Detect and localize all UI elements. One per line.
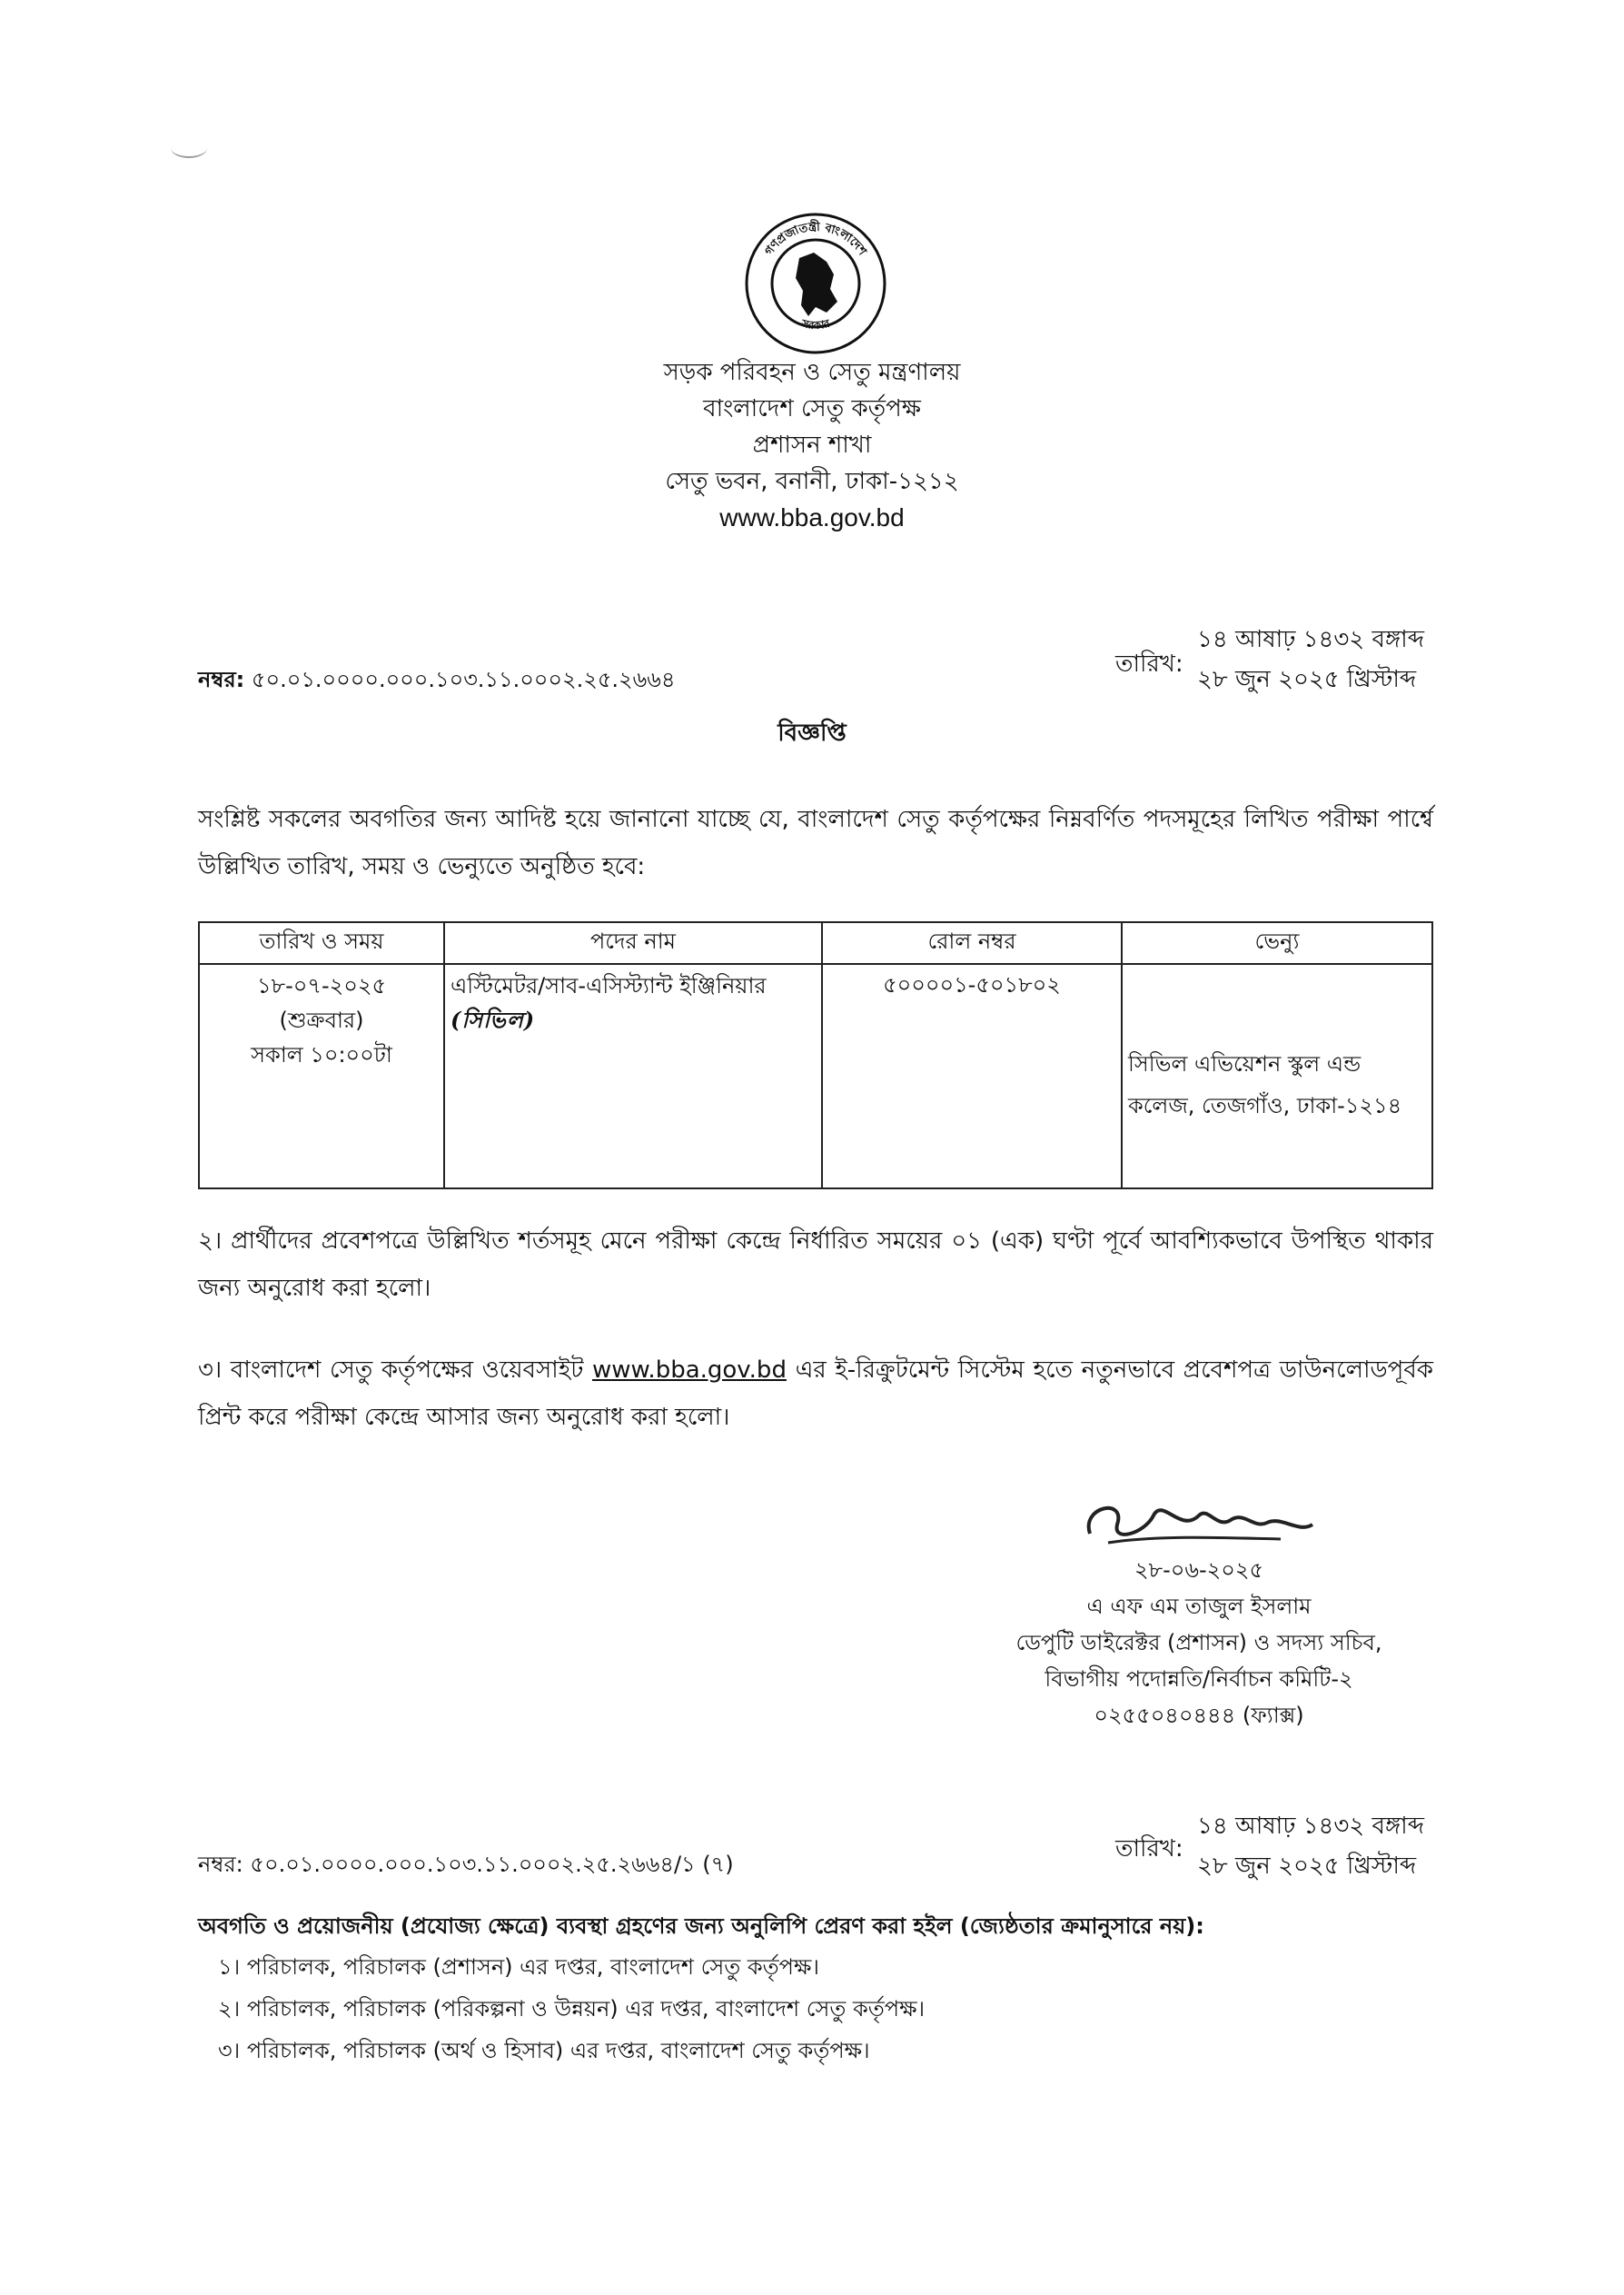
table-header-row — [199, 922, 1432, 964]
list-item: ৩। পরিচালক, পরিচালক (অর্থ ও হিসাব) এর দপ্তর, বাংলাদেশ সেতু কর্তৃপক্ষ। — [218, 2038, 870, 2063]
seal-text-bottom: সরকার — [799, 316, 832, 333]
branch-name: প্রশাসন শাখা — [752, 432, 872, 459]
office-address: সেতু ভবন, বনানী, ঢাকা-১২১২ — [665, 468, 959, 495]
signatory-designation: ডেপুটি ডাইরেক্টর (প্রশাসন) ও সদস্য সচিব, — [1015, 1630, 1382, 1655]
scan-mark — [171, 138, 207, 158]
letterhead — [540, 354, 1084, 536]
website-link[interactable]: www.bba.gov.bd — [719, 503, 905, 532]
paragraph-3-start: ৩। বাংলাদেশ সেতু কর্তৃপক্ষের ওয়েবসাইট — [198, 1356, 584, 1384]
date-english: ২৮ জুন ২০২৫ খ্রিস্টাব্দ — [1197, 666, 1417, 693]
signature-date: ২৮-০৬-২০২৫ — [1134, 1557, 1264, 1583]
post-handwritten-note: (সিভিল) — [451, 1007, 536, 1033]
exam-schedule-table — [198, 921, 1433, 1189]
date-label-2: তারিখ: — [1115, 1835, 1183, 1863]
exam-time: সকাল ১০:০০টা — [251, 1042, 392, 1068]
list-item: ২। পরিচালক, পরিচালক (পরিকল্পনা ও উন্নয়ন) এর দপ্তর, বাংলাদেশ সেতু কর্তৃপক্ষ। — [218, 1996, 926, 2022]
signature-block — [963, 1552, 1435, 1734]
date-english-2: ২৮ জুন ২০২৫ খ্রিস্টাব্দ — [1197, 1853, 1417, 1880]
copies-heading: অবগতি ও প্রয়োজনীয় (প্রযোজ্য ক্ষেত্রে) ব্যবস্থা গ্রহণের জন্য অনুলিপি প্রেরণ করা হইল (জ্যেষ্ঠতার ক্রমানুসারে নয়): — [198, 1913, 1204, 1939]
table-row — [199, 964, 1432, 1188]
memo-number-value: ৫০.০১.০০০০.০০০.১০৩.১১.০০০২.২৫.২৬৬৪ — [251, 667, 676, 692]
cell-roll-number: ৫০০০০১-৫০১৮০২ — [822, 964, 1122, 1188]
date-bangla-2: ১৪ আষাঢ় ১৪৩২ বঙ্গাব্দ — [1197, 1813, 1424, 1840]
signatory-name: এ এফ এম তাজুল ইসলাম — [1086, 1594, 1312, 1619]
notice-intro: সংশ্লিষ্ট সকলের অবগতির জন্য আদিষ্ট হয়ে জানানো যাচ্ছে যে, বাংলাদেশ সেতু কর্তৃপক্ষের নিম্নবর্ণিত পদসমূহের লিখিত পরীক্ষা পার্শ্বে উল্লিখিত তারিখ, সময় ও ভেন্যুতে অনুষ্ঠিত হবে: — [198, 806, 1433, 880]
memo2-number-label: নম্বর: — [198, 1852, 243, 1877]
signatory-committee: বিভাগীয় পদোন্নতি/নির্বাচন কমিটি-২ — [1045, 1666, 1353, 1692]
paragraph-3 — [198, 1346, 1433, 1441]
signature-icon — [1072, 1479, 1326, 1552]
memo-number-label: নম্বর: — [198, 667, 245, 692]
cell-post-name — [444, 964, 822, 1188]
exam-date: ১৮-০৭-২০২৫ — [256, 973, 387, 998]
date-label: তারিখ: — [1115, 651, 1183, 678]
list-item: ১। পরিচালক, পরিচালক (প্রশাসন) এর দপ্তর, বাংলাদেশ সেতু কর্তৃপক্ষ। — [218, 1954, 819, 1980]
website-link-inline[interactable]: www.bba.gov.bd — [592, 1356, 787, 1384]
memo-date — [1197, 620, 1424, 700]
date-bangla: ১৪ আষাঢ় ১৪৩২ বঙ্গাব্দ — [1197, 626, 1424, 653]
exam-day: (শুক্রবার) — [279, 1008, 364, 1033]
col-post-name: পদের নাম — [444, 922, 822, 964]
paragraph-2: ২। প্রার্থীদের প্রবেশপত্রে উল্লিখিত শর্তসমূহ মেনে পরীক্ষা কেন্দ্রে নির্ধারিত সময়ের ০১ (এক) ঘণ্টা পূর্বে আবশ্যিকভাবে উপস্থিত থাকার জন্য অনুরোধ করা হলো। — [198, 1227, 1433, 1302]
notice-title: বিজ্ঞপ্তি — [777, 720, 847, 747]
authority-name: বাংলাদেশ সেতু কর্তৃপক্ষ — [703, 395, 921, 422]
ministry-name: সড়ক পরিবহন ও সেতু মন্ত্রণালয় — [663, 359, 961, 386]
cell-date-time — [199, 964, 444, 1188]
col-date-time: তারিখ ও সময় — [199, 922, 444, 964]
government-seal-icon — [743, 211, 888, 356]
memo-date-2 — [1197, 1806, 1424, 1886]
signatory-fax: ০২৫৫০৪০৪৪৪ (ফ্যাক্স) — [1094, 1703, 1304, 1728]
col-venue: ভেন্যু — [1122, 922, 1432, 964]
memo2-number-value: ৫০.০১.০০০০.০০০.১০৩.১১.০০০২.২৫.২৬৬৪/১ (৭) — [250, 1852, 734, 1877]
memo-number-2 — [198, 1848, 734, 1884]
col-roll-number: রোল নম্বর — [822, 922, 1122, 964]
cell-venue — [1122, 964, 1432, 1188]
post-name: এস্টিমেটর/সাব-এসিস্ট্যান্ট ইঞ্জিনিয়ার — [451, 973, 767, 998]
paragraph-3-end: এর ই-রিক্রুটমেন্ট সিস্টেম হতে নতুনভাবে প্রবেশপত্র ডাউনলোডপূর্বক প্রিন্ট করে পরীক্ষা কেন্দ্রে আসার জন্য অনুরোধ করা হলো। — [198, 1356, 1433, 1431]
seal-text-top: গণপ্রজাতন্ত্রী বাংলাদেশ — [762, 220, 869, 259]
copies-list — [198, 1946, 925, 2071]
venue-name: সিভিল এভিয়েশন স্কুল এন্ড কলেজ, তেজগাঁও, ঢাকা-১২১৪ — [1128, 1051, 1402, 1118]
memo-number — [198, 663, 675, 700]
